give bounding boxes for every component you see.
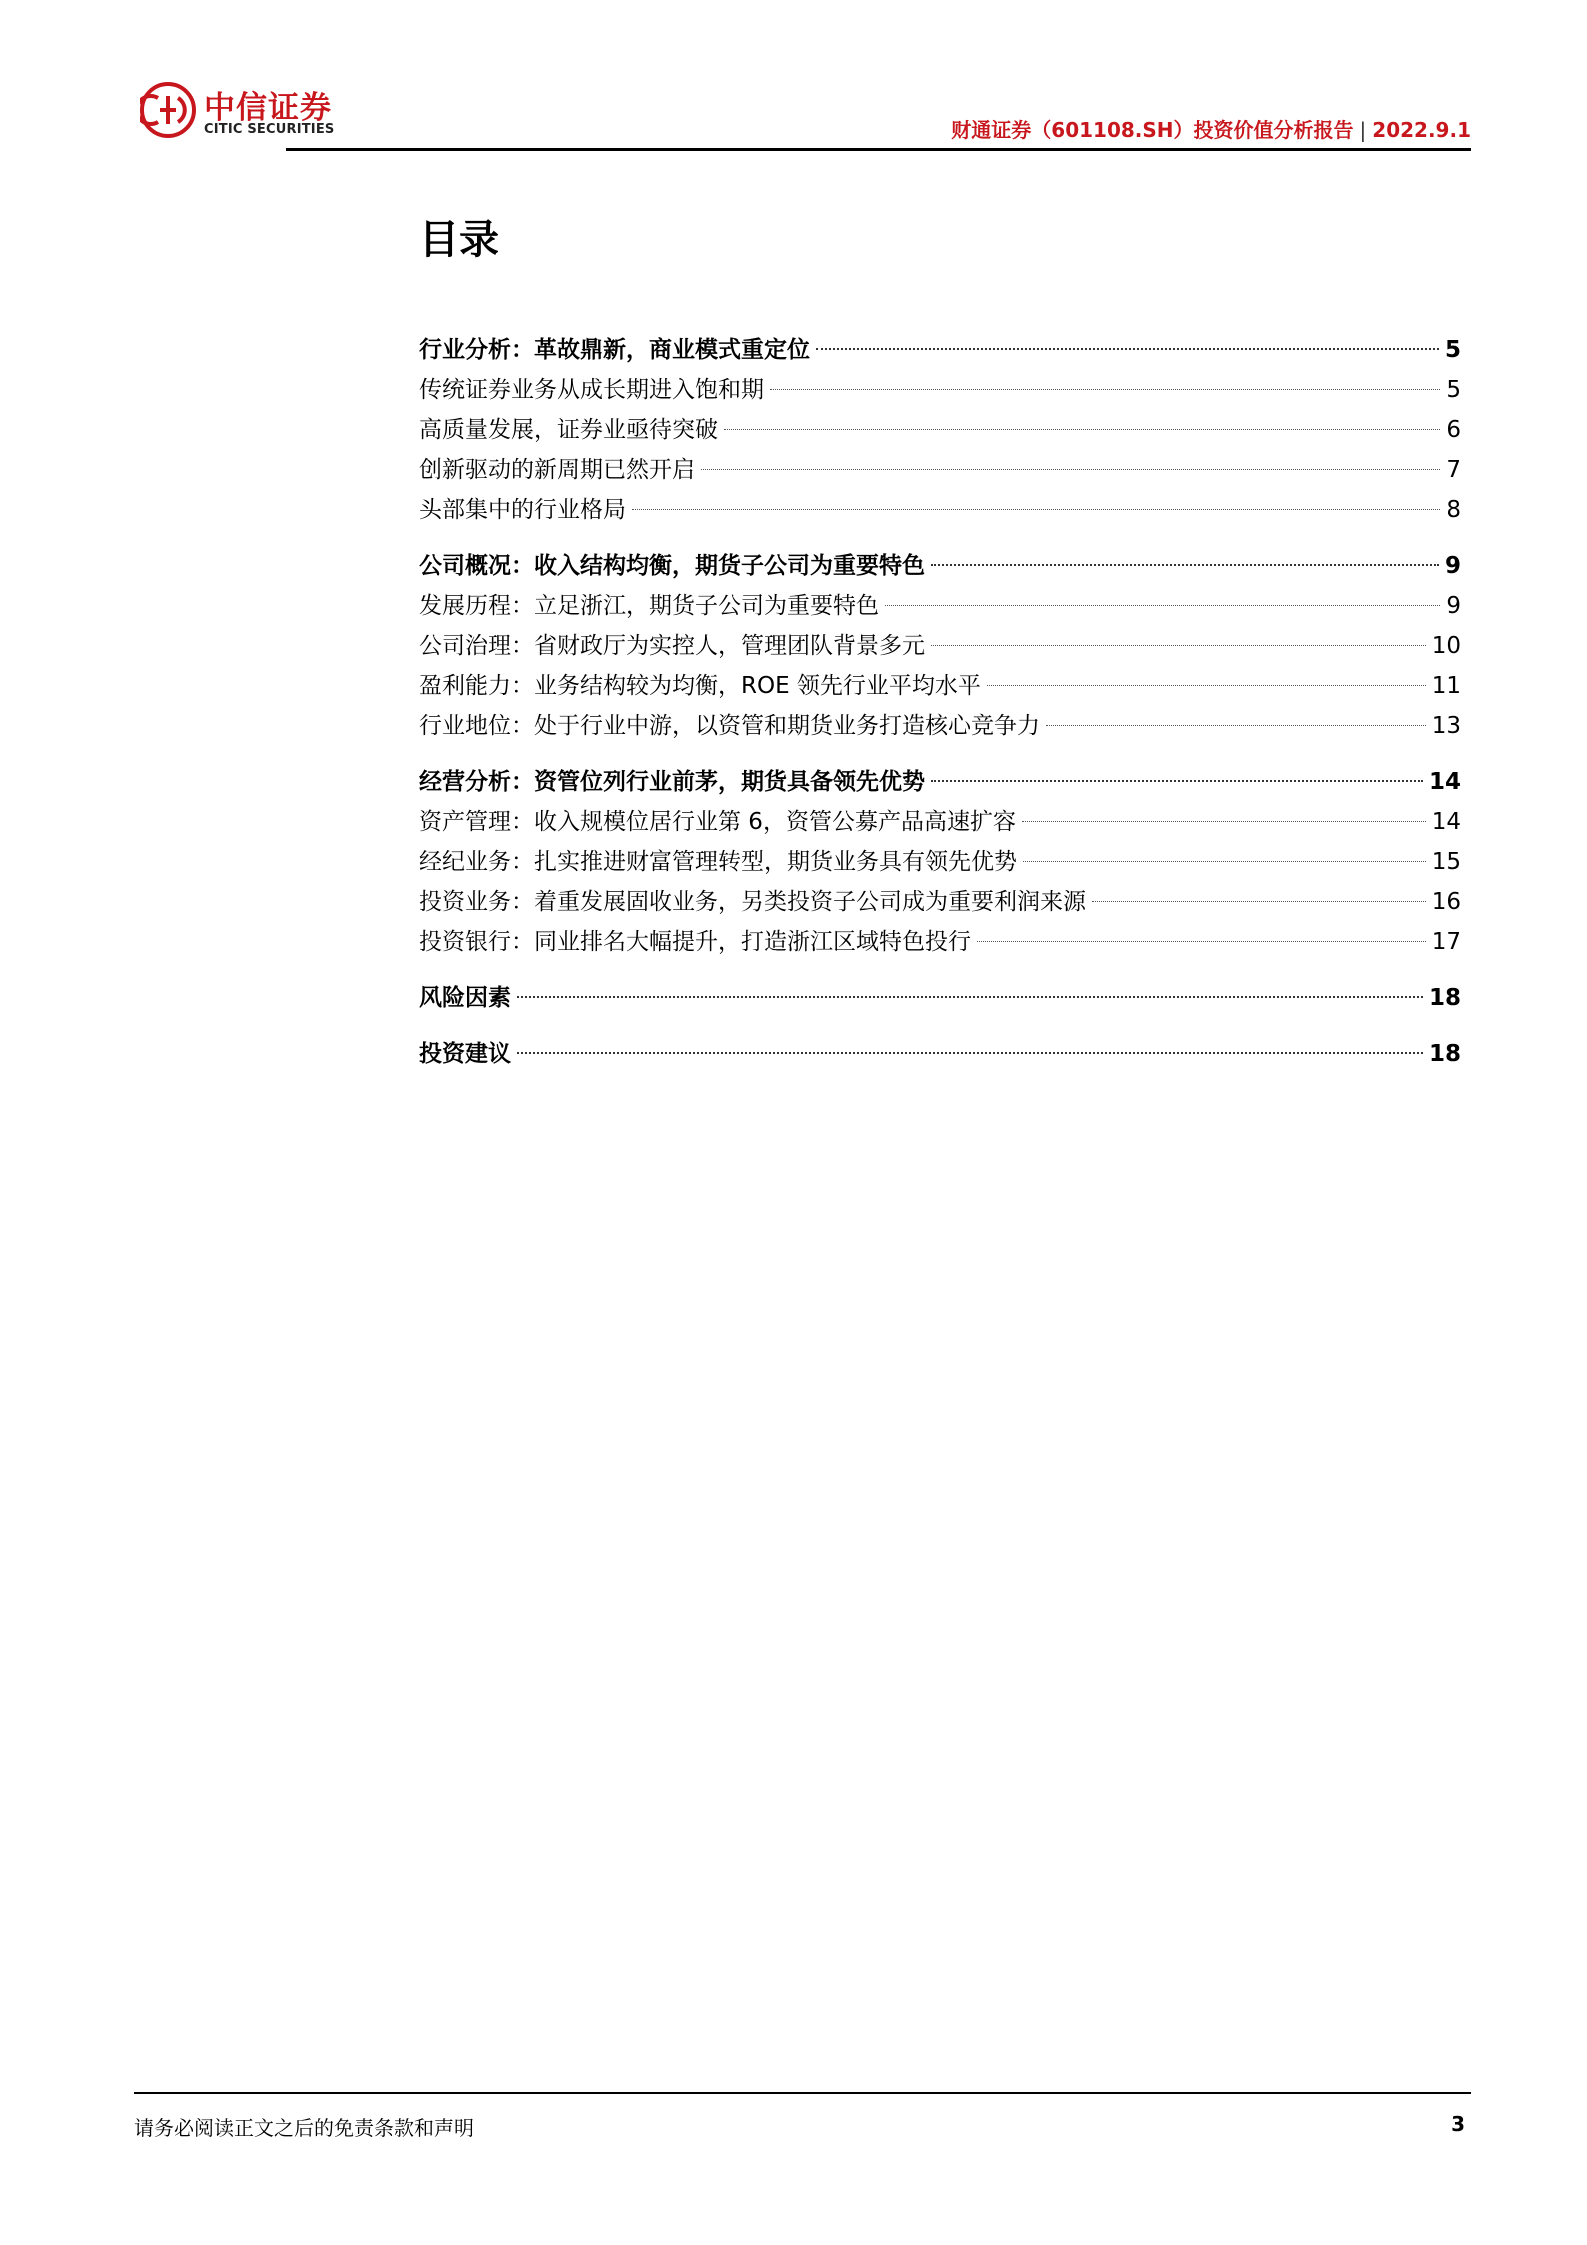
toc-entry[interactable] bbox=[419, 626, 1461, 666]
table-of-contents bbox=[419, 330, 1461, 1074]
toc-leader-dots bbox=[885, 605, 1440, 606]
toc-leader-dots bbox=[977, 941, 1426, 942]
toc-entry-page: 7 bbox=[1446, 457, 1461, 483]
toc-entry-page: 14 bbox=[1431, 809, 1461, 835]
toc-entry-label: 投资业务：着重发展固收业务，另类投资子公司成为重要利润来源 bbox=[419, 889, 1086, 915]
header-divider bbox=[286, 148, 1471, 151]
toc-entry-page: 14 bbox=[1428, 769, 1461, 795]
toc-entry-label: 高质量发展，证券业亟待突破 bbox=[419, 417, 718, 443]
report-title: 财通证券（601108.SH）投资价值分析报告 bbox=[951, 118, 1354, 142]
toc-leader-dots bbox=[931, 564, 1439, 566]
footer-page-number: 3 bbox=[1451, 2112, 1465, 2136]
logo-english-name: CITIC SECURITIES bbox=[204, 122, 335, 137]
toc-entry-page: 13 bbox=[1431, 713, 1461, 739]
toc-leader-dots bbox=[770, 389, 1440, 390]
toc-entry-page: 9 bbox=[1444, 553, 1461, 579]
toc-entry-page: 9 bbox=[1446, 593, 1461, 619]
toc-entry-label: 投资银行：同业排名大幅提升，打造浙江区域特色投行 bbox=[419, 929, 971, 955]
toc-leader-dots bbox=[517, 1052, 1423, 1054]
page-header bbox=[134, 78, 1471, 158]
toc-leader-dots bbox=[632, 509, 1440, 510]
toc-leader-dots bbox=[1046, 725, 1426, 726]
toc-entry[interactable] bbox=[419, 922, 1461, 962]
toc-entry[interactable] bbox=[419, 706, 1461, 746]
toc-entry-label: 公司治理：省财政厅为实控人，管理团队背景多元 bbox=[419, 633, 925, 659]
toc-entry[interactable] bbox=[419, 450, 1461, 490]
toc-entry[interactable] bbox=[419, 586, 1461, 626]
toc-leader-dots bbox=[931, 780, 1423, 782]
footer-disclaimer: 请务必阅读正文之后的免责条款和声明 bbox=[134, 2116, 474, 2140]
toc-entry-label: 投资建议 bbox=[419, 1041, 511, 1067]
toc-leader-dots bbox=[987, 685, 1426, 686]
toc-entry[interactable] bbox=[419, 978, 1461, 1018]
toc-entry[interactable] bbox=[419, 882, 1461, 922]
header-separator: | bbox=[1359, 118, 1367, 142]
page-title: 目录 bbox=[419, 217, 499, 263]
toc-entry-page: 10 bbox=[1431, 633, 1461, 659]
citic-securities-logo bbox=[140, 78, 340, 142]
toc-entry[interactable] bbox=[419, 802, 1461, 842]
toc-entry[interactable] bbox=[419, 666, 1461, 706]
toc-entry-page: 11 bbox=[1431, 673, 1461, 699]
toc-entry[interactable] bbox=[419, 490, 1461, 530]
toc-leader-dots bbox=[517, 996, 1423, 998]
toc-entry[interactable] bbox=[419, 842, 1461, 882]
toc-entry-label: 发展历程：立足浙江，期货子公司为重要特色 bbox=[419, 593, 879, 619]
citic-logo-icon bbox=[140, 82, 196, 138]
toc-entry-label: 头部集中的行业格局 bbox=[419, 497, 626, 523]
toc-entry-label: 行业分析：革故鼎新，商业模式重定位 bbox=[419, 337, 810, 363]
toc-leader-dots bbox=[931, 645, 1426, 646]
toc-entry[interactable] bbox=[419, 546, 1461, 586]
toc-entry-label: 创新驱动的新周期已然开启 bbox=[419, 457, 695, 483]
toc-entry-label: 传统证券业务从成长期进入饱和期 bbox=[419, 377, 764, 403]
toc-leader-dots bbox=[816, 348, 1439, 350]
report-date: 2022.9.1 bbox=[1372, 118, 1471, 142]
toc-entry-page: 17 bbox=[1431, 929, 1461, 955]
toc-entry-page: 18 bbox=[1428, 985, 1461, 1011]
toc-entry[interactable] bbox=[419, 410, 1461, 450]
toc-entry-page: 16 bbox=[1431, 889, 1461, 915]
toc-leader-dots bbox=[1022, 821, 1426, 822]
report-header-info bbox=[951, 114, 1471, 143]
toc-entry[interactable] bbox=[419, 370, 1461, 410]
toc-entry-page: 18 bbox=[1428, 1041, 1461, 1067]
toc-entry-page: 5 bbox=[1444, 337, 1461, 363]
toc-entry-label: 盈利能力：业务结构较为均衡，ROE 领先行业平均水平 bbox=[419, 673, 981, 699]
toc-entry-page: 6 bbox=[1446, 417, 1461, 443]
toc-entry-label: 行业地位：处于行业中游，以资管和期货业务打造核心竞争力 bbox=[419, 713, 1040, 739]
toc-entry-page: 8 bbox=[1446, 497, 1461, 523]
toc-leader-dots bbox=[1023, 861, 1426, 862]
toc-entry-page: 5 bbox=[1446, 377, 1461, 403]
toc-leader-dots bbox=[1092, 901, 1426, 902]
toc-leader-dots bbox=[724, 429, 1440, 430]
toc-entry-label: 风险因素 bbox=[419, 985, 511, 1011]
logo-chinese-name: 中信证券 bbox=[204, 90, 332, 126]
toc-entry[interactable] bbox=[419, 1034, 1461, 1074]
toc-entry[interactable] bbox=[419, 330, 1461, 370]
toc-entry-label: 经纪业务：扎实推进财富管理转型，期货业务具有领先优势 bbox=[419, 849, 1017, 875]
toc-leader-dots bbox=[701, 469, 1440, 470]
toc-entry-page: 15 bbox=[1431, 849, 1461, 875]
toc-entry-label: 公司概况：收入结构均衡，期货子公司为重要特色 bbox=[419, 553, 925, 579]
toc-entry-label: 资产管理：收入规模位居行业第 6，资管公募产品高速扩容 bbox=[419, 809, 1016, 835]
toc-entry[interactable] bbox=[419, 762, 1461, 802]
toc-entry-label: 经营分析：资管位列行业前茅，期货具备领先优势 bbox=[419, 769, 925, 795]
footer-divider bbox=[134, 2092, 1471, 2094]
